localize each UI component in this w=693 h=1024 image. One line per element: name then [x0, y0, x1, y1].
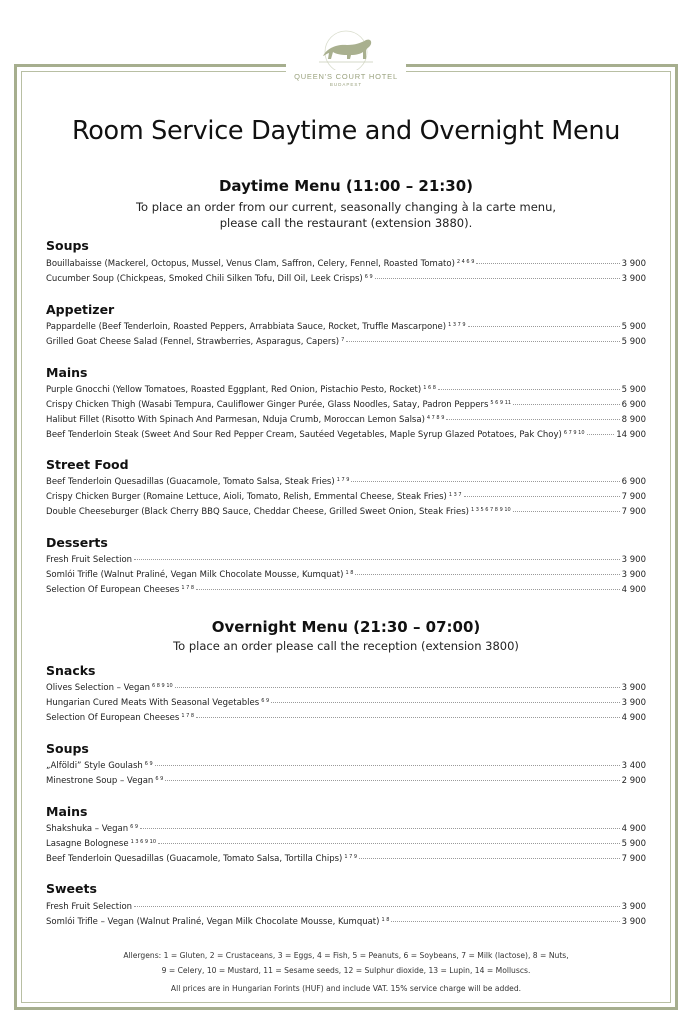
- item-price: 4 900: [621, 824, 646, 834]
- item-price: 14 900: [616, 430, 646, 440]
- item-price: 3 900: [621, 570, 646, 580]
- item-name-text: Somlói Trifle (Walnut Praliné, Vegan Milk Chocolate Mousse, Kumquat): [46, 570, 344, 580]
- dot-leader: [158, 843, 620, 844]
- item-price: 6 900: [621, 400, 646, 410]
- menu-item: [46, 760, 646, 773]
- item-allergens: 1 7 9: [344, 854, 358, 860]
- menu-item: [46, 554, 646, 567]
- item-name: [46, 838, 156, 851]
- item-price: 7 900: [621, 507, 646, 517]
- hotel-city: BUDAPEST: [329, 82, 363, 87]
- menu-item: [46, 697, 646, 710]
- item-name: [46, 399, 511, 412]
- dot-leader: [165, 780, 619, 781]
- item-price: 3 900: [621, 683, 646, 693]
- item-price: 8 900: [621, 415, 646, 425]
- menu-item: [46, 682, 646, 695]
- dot-leader: [513, 404, 620, 405]
- menu-item: [46, 853, 646, 866]
- item-price: 6 900: [621, 477, 646, 487]
- item-price: 3 900: [621, 917, 646, 927]
- section-title: Sweets: [46, 881, 97, 896]
- dot-leader: [155, 765, 620, 766]
- dot-leader: [346, 341, 619, 342]
- item-name: [46, 697, 269, 710]
- dot-leader: [351, 481, 619, 482]
- item-allergens: 1 3 6 9 10: [130, 839, 157, 845]
- menu-item: [46, 384, 646, 397]
- menu-item: [46, 336, 646, 349]
- item-price: 3 400: [621, 761, 646, 771]
- menu-item: [46, 399, 646, 412]
- menu-item: [46, 569, 646, 582]
- item-name-text: Selection Of European Cheeses: [46, 585, 180, 595]
- daytime-intro: [46, 199, 646, 231]
- dot-leader: [468, 326, 620, 327]
- section-title: Mains: [46, 804, 88, 819]
- item-name-text: Olives Selection – Vegan: [46, 683, 151, 693]
- item-name: [46, 273, 373, 286]
- dot-leader: [175, 687, 620, 688]
- item-name-text: Somlói Trifle – Vegan (Walnut Praliné, Vegan Milk Chocolate Mousse, Kumquat): [46, 917, 380, 927]
- item-name: [46, 775, 163, 788]
- item-name-text: Beef Tenderloin Quesadillas (Guacamole, Tomato Salsa, Tortilla Chips): [46, 854, 343, 864]
- item-price: 3 900: [621, 698, 646, 708]
- menu-item: [46, 258, 646, 271]
- item-name-text: Shakshuka – Vegan: [46, 824, 129, 834]
- item-price: 5 900: [621, 322, 646, 332]
- menu-item: [46, 506, 646, 519]
- allergens-line1: Allergens: 1 = Gluten, 2 = Crustaceans, 3 = Eggs, 4 = Fish, 5 = Peanuts, 6 = Soybeans, 7 = Milk (lactose), 8 = Nuts,: [123, 951, 569, 960]
- menu-item: [46, 775, 646, 788]
- lioness-icon: [311, 26, 381, 70]
- item-name: [46, 853, 357, 866]
- dot-leader: [355, 574, 619, 575]
- section-title: Soups: [46, 741, 89, 756]
- menu-item: [46, 321, 646, 334]
- dot-leader: [446, 419, 619, 420]
- item-name-text: Crispy Chicken Burger (Romaine Lettuce, Aioli, Tomato, Relish, Emmental Cheese, Steak Fries): [46, 492, 447, 502]
- dot-leader: [196, 589, 620, 590]
- item-allergens: 6 9: [130, 824, 139, 830]
- item-name: [46, 712, 194, 725]
- dot-leader: [271, 702, 619, 703]
- menu-item: [46, 838, 646, 851]
- item-allergens: 6 9: [261, 698, 270, 704]
- item-allergens: 2 4 6 9: [456, 259, 475, 265]
- item-price: 5 900: [621, 337, 646, 347]
- item-name-text: Cucumber Soup (Chickpeas, Smoked Chili Silken Tofu, Dill Oil, Leek Crisps): [46, 274, 363, 284]
- daytime-menu-title: Daytime Menu (11:00 – 21:30): [218, 177, 474, 195]
- item-price: 7 900: [621, 854, 646, 864]
- item-allergens: 5 6 9 11: [490, 400, 512, 406]
- section-title: Snacks: [46, 663, 96, 678]
- item-allergens: 7: [341, 337, 345, 343]
- item-name-text: Minestrone Soup – Vegan: [46, 776, 154, 786]
- item-name-text: Beef Tenderloin Steak (Sweet And Sour Red Pepper Cream, Sautéed Vegetables, Maple Syrup Glazed Potatoes, Pak Choy): [46, 430, 562, 440]
- item-allergens: 1 3 5 6 7 8 9 10: [470, 507, 511, 513]
- dot-leader: [438, 389, 620, 390]
- hotel-name: QUEEN'S COURT HOTEL: [294, 72, 398, 81]
- item-name: [46, 414, 444, 427]
- item-price: 2 900: [621, 776, 646, 786]
- item-name: [46, 554, 132, 567]
- section-title: Desserts: [46, 535, 108, 550]
- item-name-text: Pappardelle (Beef Tenderloin, Roasted Peppers, Arrabbiata Sauce, Rocket, Truffle Mascarpone): [46, 322, 447, 332]
- hotel-logo: [290, 26, 402, 106]
- item-name: [46, 760, 153, 773]
- page-title: Room Service Daytime and Overnight Menu: [71, 116, 621, 146]
- item-name-text: Grilled Goat Cheese Salad (Fennel, Strawberries, Asparagus, Capers): [46, 337, 340, 347]
- item-price: 4 900: [621, 713, 646, 723]
- section-title: Soups: [46, 238, 89, 253]
- daytime-intro-line2: please call the restaurant (extension 3880).: [219, 216, 473, 230]
- item-allergens: 1 7 8: [181, 713, 195, 719]
- item-name: [46, 506, 511, 519]
- item-name: [46, 682, 173, 695]
- item-allergens: 1 3 7: [448, 492, 462, 498]
- item-price: 5 900: [621, 385, 646, 395]
- overnight-intro-line1: To place an order please call the reception (extension 3800): [173, 639, 519, 653]
- section-title: Street Food: [46, 457, 129, 472]
- item-name-text: Hungarian Cured Meats With Seasonal Vegetables: [46, 698, 260, 708]
- menu-item: [46, 584, 646, 597]
- item-name: [46, 258, 474, 271]
- item-allergens: 1 8: [381, 917, 390, 923]
- item-name-text: Purple Gnocchi (Yellow Tomatoes, Roasted Eggplant, Red Onion, Pistachio Pesto, Rocket): [46, 385, 422, 395]
- menu-item: [46, 823, 646, 836]
- item-allergens: 6 9: [144, 761, 153, 767]
- item-price: 3 900: [621, 259, 646, 269]
- dot-leader: [134, 906, 620, 907]
- dot-leader: [134, 559, 620, 560]
- section-title: Appetizer: [46, 302, 115, 317]
- item-name: [46, 321, 466, 334]
- dot-leader: [513, 511, 620, 512]
- dot-leader: [391, 921, 619, 922]
- item-name-text: Lasagne Bolognese: [46, 839, 129, 849]
- item-allergens: 1 7 8: [181, 585, 195, 591]
- item-allergens: 1 8: [345, 570, 354, 576]
- section-title: Mains: [46, 365, 88, 380]
- item-name: [46, 569, 353, 582]
- item-name: [46, 491, 462, 504]
- item-name-text: Crispy Chicken Thigh (Wasabi Tempura, Cauliflower Ginger Purée, Glass Noodles, Satay, Padron Peppers: [46, 400, 489, 410]
- dot-leader: [587, 434, 615, 435]
- item-price: 4 900: [621, 585, 646, 595]
- item-allergens: 6 9: [364, 274, 373, 280]
- daytime-intro-line1: To place an order from our current, seasonally changing à la carte menu,: [135, 200, 557, 214]
- item-name: [46, 476, 349, 489]
- menu-item: [46, 476, 646, 489]
- item-name: [46, 336, 344, 349]
- item-name-text: Fresh Fruit Selection: [46, 555, 133, 565]
- item-price: 7 900: [621, 492, 646, 502]
- item-allergens: 1 3 7 9: [448, 322, 466, 328]
- menu-item: [46, 916, 646, 929]
- item-name-text: Beef Tenderloin Quesadillas (Guacamole, Tomato Salsa, Steak Fries): [46, 477, 335, 487]
- dot-leader: [476, 263, 619, 264]
- prices-note: All prices are in Hungarian Forints (HUF) and include VAT. 15% service charge will be added.: [170, 984, 522, 993]
- dot-leader: [375, 278, 620, 279]
- item-name: [46, 384, 436, 397]
- item-name: [46, 584, 194, 597]
- item-name-text: Double Cheeseburger (Black Cherry BBQ Sauce, Cheddar Cheese, Grilled Sweet Onion, Steak Fries): [46, 507, 469, 517]
- item-name: [46, 901, 132, 914]
- item-name-text: Selection Of European Cheeses: [46, 713, 180, 723]
- item-allergens: 6 9: [155, 776, 164, 782]
- item-allergens: 6 7 9 10: [563, 430, 585, 436]
- item-price: 5 900: [621, 839, 646, 849]
- menu-item: [46, 273, 646, 286]
- menu-item: [46, 429, 646, 442]
- item-name-text: Bouillabaisse (Mackerel, Octopus, Mussel, Venus Clam, Saffron, Celery, Fennel, Roasted Tomato): [46, 259, 455, 269]
- item-price: 3 900: [621, 555, 646, 565]
- dot-leader: [464, 496, 620, 497]
- dot-leader: [140, 828, 620, 829]
- item-name-text: Halibut Fillet (Risotto With Spinach And Parmesan, Nduja Crumb, Moroccan Lemon Salsa): [46, 415, 425, 425]
- item-allergens: 1 6 8: [423, 385, 436, 391]
- dot-leader: [359, 858, 620, 859]
- dot-leader: [196, 717, 620, 718]
- item-price: 3 900: [621, 274, 646, 284]
- item-name-text: Fresh Fruit Selection: [46, 902, 133, 912]
- item-name: [46, 823, 138, 836]
- allergens-line2: 9 = Celery, 10 = Mustard, 11 = Sesame seeds, 12 = Sulphur dioxide, 13 = Lupin, 14 = Molluscs.: [161, 966, 531, 975]
- item-price: 3 900: [621, 902, 646, 912]
- menu-item: [46, 712, 646, 725]
- footer: [46, 948, 646, 996]
- menu-item: [46, 491, 646, 504]
- item-name: [46, 429, 585, 442]
- menu-item: [46, 414, 646, 427]
- overnight-menu-title: Overnight Menu (21:30 – 07:00): [211, 618, 481, 636]
- overnight-intro: [46, 638, 646, 654]
- item-allergens: 4 7 8 9: [426, 415, 445, 421]
- item-name: [46, 916, 389, 929]
- item-name-text: „Alföldi” Style Goulash: [46, 761, 143, 771]
- item-allergens: 1 7 9: [336, 477, 350, 483]
- item-allergens: 6 8 9 10: [152, 683, 173, 689]
- menu-item: [46, 901, 646, 914]
